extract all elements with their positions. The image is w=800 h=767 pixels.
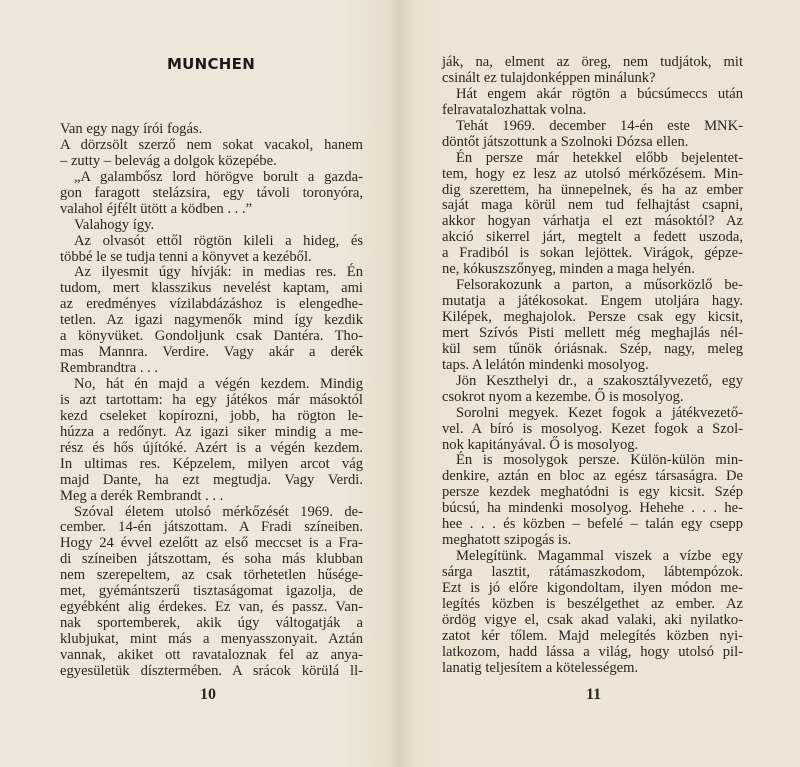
text-line: nak sportemberek, akik úgy váltogatják a [60, 615, 363, 632]
text-line: búcsú, ha mindenki mosolyog. Hehehe . . . he- [442, 500, 743, 517]
text-line: In ultimas res. Képzelem, milyen arcot vág [60, 455, 363, 472]
text-line: Felsorakozunk a parton, a műsorközlő be- [456, 277, 743, 294]
text-line: No, hát én majd a végén kezdem. Mindig [74, 376, 363, 392]
paragraph [442, 278, 743, 374]
text-line: sárga lasztit, rátámaszkodom, lábtempózok. [442, 564, 743, 580]
text-line: csinált ez tulajdonképpen minálunk? [442, 69, 656, 86]
text-line: tudom, mert klasszikus nevelést kaptam, ami [60, 280, 363, 297]
text-line: Jön Keszthelyi dr., a szakosztályvezető, egy [456, 372, 743, 389]
right-page [401, 0, 800, 767]
text-line: tetlen. Az igazi nagymenők mind így kezdik [60, 312, 363, 329]
text-line: legítés közben is beszélgethet az ember. Az [442, 595, 743, 612]
paragraph [60, 377, 363, 505]
paragraph [60, 234, 363, 266]
text-line: Én is mosolygok persze. Külön-külön min- [456, 452, 743, 469]
text-line: tem, hogy ez lesz az utolsó mérkőzésem. Min- [442, 165, 743, 182]
text-line: „A galambősz lord hörögve borult a gazda- [74, 168, 363, 185]
text-line: klubjukat, mint más a menyasszonyait. Aztán [60, 631, 363, 647]
text-line: rész és hős újítóké. Azért is a végén kezdem. [60, 439, 363, 456]
text-line: vel. A bíró is mosolyog. Kezet fogok a Szol- [442, 420, 743, 437]
paragraph [60, 218, 363, 234]
text-line: zatot kér tőlem. Majd melegítés közben nyi- [442, 627, 743, 644]
text-line: lanatig teljesítem a kötelességem. [442, 659, 639, 676]
paragraph [442, 406, 743, 454]
text-line: akció sikerrel járt, megtelt a fedett uszoda, [442, 229, 743, 246]
text-line: gon faragott stelázsira, egy távoli toronyóra, [60, 184, 363, 201]
left-page-text [60, 122, 363, 680]
paragraph [60, 138, 363, 170]
page-number-left: 10 [200, 686, 216, 703]
text-line: Szóval életem utolsó mérkőzését 1969. de- [74, 503, 363, 520]
text-line: A dörzsölt szerző nem sokat vacakol, hanem [60, 136, 363, 153]
text-line: persze kezdek meghatódni is egy kicsit. Szép [442, 484, 743, 501]
text-line: is azt tartottam: ha egy játékos már másoktól [60, 391, 363, 408]
text-line: cember. 14-én játszottam. A Fradi színeiben. [60, 519, 363, 536]
text-line: a könyvüket. Gondoljunk csak Dantéra. Tho- [60, 328, 363, 345]
text-line: vannak, akiket ott ravataloznak fel az anya- [60, 646, 363, 663]
paragraph [442, 453, 743, 549]
text-line: mutatja a játékosokat. Engem utoljára hagy. [442, 293, 743, 310]
paragraph [60, 170, 363, 218]
text-line: mas Mannra. Verdire. Vagy akár a derék [60, 344, 363, 361]
text-line: taps. A lelátón mindenki mosolyog. [442, 356, 649, 373]
text-line: kezd cseleket kopírozni, jobb, ha rögton le- [60, 407, 363, 424]
text-line: Van egy nagy írói fogás. [60, 121, 203, 137]
text-line: a Fradiból is sokan lejöttek. Virágok, gépze- [442, 245, 743, 262]
text-line: Valahogy így. [74, 216, 155, 233]
text-line: di színeiben játszottam, és soha más klubban [60, 551, 363, 568]
text-line: Sorolni megyek. Kezet fogok a játékvezető- [456, 404, 743, 421]
text-line: Melegítünk. Magammal viszek a vízbe egy [456, 548, 743, 565]
text-line: mert Szívós Pisti mellett még meghajlás nél- [442, 324, 743, 341]
text-line: ják, na, elment az öreg, nem tudjátok, mit [442, 54, 743, 70]
text-line: az eredményes vízilabdázáshoz is elengedhe- [60, 296, 363, 313]
text-line: csokrot nyom a kezembe. Ő is mosolyog. [442, 388, 684, 405]
text-line: többé le se tudja tenni a könyvet a kezéből. [60, 248, 312, 265]
text-line: meghatott szipogás is. [442, 532, 572, 549]
text-line: Én persze már hetekkel előbb bejelentet- [456, 149, 743, 166]
text-line: Meg a derék Rembrandt . . . [60, 487, 224, 504]
text-line: akkor hogyan várhatja el ezt másoktól? Az [442, 213, 743, 230]
text-line: met, gyémántszerű tisztaságomat igazolja, de [60, 583, 363, 600]
text-line: ne, kókuszszőnyeg, minden a maga helyén. [442, 261, 695, 278]
paragraph [442, 374, 743, 406]
right-page-text [442, 55, 743, 677]
text-line: – zutty – belevág a dolgok közepébe. [60, 152, 277, 169]
text-line: döntőt játszottunk a Szolnoki Dózsa ellen. [442, 133, 689, 150]
text-line: ördög vigye el, csak akad valaki, aki nyilatko- [442, 611, 743, 628]
text-line: majd Dante, ha ezt megtudja. Vagy Verdi. [60, 471, 363, 488]
text-line: nok kapitányával. Ő is mosolyog. [442, 436, 639, 453]
text-line: nem szerepeltem, az csak törhetetlen hűsége- [60, 567, 363, 584]
paragraph [442, 119, 743, 151]
text-line: saját maga körül nem tud felhajtást csapni, [442, 197, 743, 214]
text-line: Hát engem akár rögtön a búcsúmeccs után [456, 85, 743, 102]
paragraph [442, 87, 743, 119]
text-line: Ezt is jó előre kigondoltam, ilyen módon me- [442, 579, 743, 596]
text-line: húzza a redőnyt. Az igazi siker mindig a me- [60, 423, 363, 440]
text-line: felravatalozhattak volna. [442, 101, 587, 118]
page-number-right: 11 [586, 686, 602, 703]
text-line: Rembrandtra . . . [60, 360, 159, 377]
text-line: Hogy 24 évvel ezelőtt az első meccset is a Fra- [60, 535, 363, 552]
text-line: egyébként alig érdekes. Ez van, és passz. Van- [60, 599, 363, 616]
paragraph [60, 505, 363, 680]
text-line: valahol éjfélt ütött a ködben . . .” [60, 200, 253, 217]
paragraph [442, 151, 743, 279]
text-line: Az olvasót ettől rögtön kileli a hideg, és [74, 232, 363, 249]
text-line: Kilépek, meghajolok. Persze csak egy kicsit, [442, 309, 743, 325]
text-line: Az ilyesmit úgy hívják: in medias res. Én [74, 264, 363, 281]
paragraph [60, 122, 363, 138]
paragraph [60, 265, 363, 377]
text-line: latkozom, hadd lássa a világ, hogy utolsó pil- [442, 643, 743, 660]
text-line: kül sem tűnök óriásnak. Szép, nagy, meleg [442, 340, 743, 357]
chapter-title: MUNCHEN [166, 55, 256, 73]
text-line: hee . . . és közben – befelé – talán egy csepp [442, 516, 743, 533]
text-line: egyesületük dísztermében. A srácok körülá ll- [60, 662, 363, 679]
text-line: Tehát 1969. december 14-én este MNK- [456, 117, 743, 134]
text-line: dig szerettem, ha ünnepelnek, és ha az ember [442, 181, 743, 198]
paragraph [442, 55, 743, 87]
paragraph [442, 549, 743, 677]
text-line: denkire, aztán en bloc az egész társaságra. De [442, 468, 743, 485]
